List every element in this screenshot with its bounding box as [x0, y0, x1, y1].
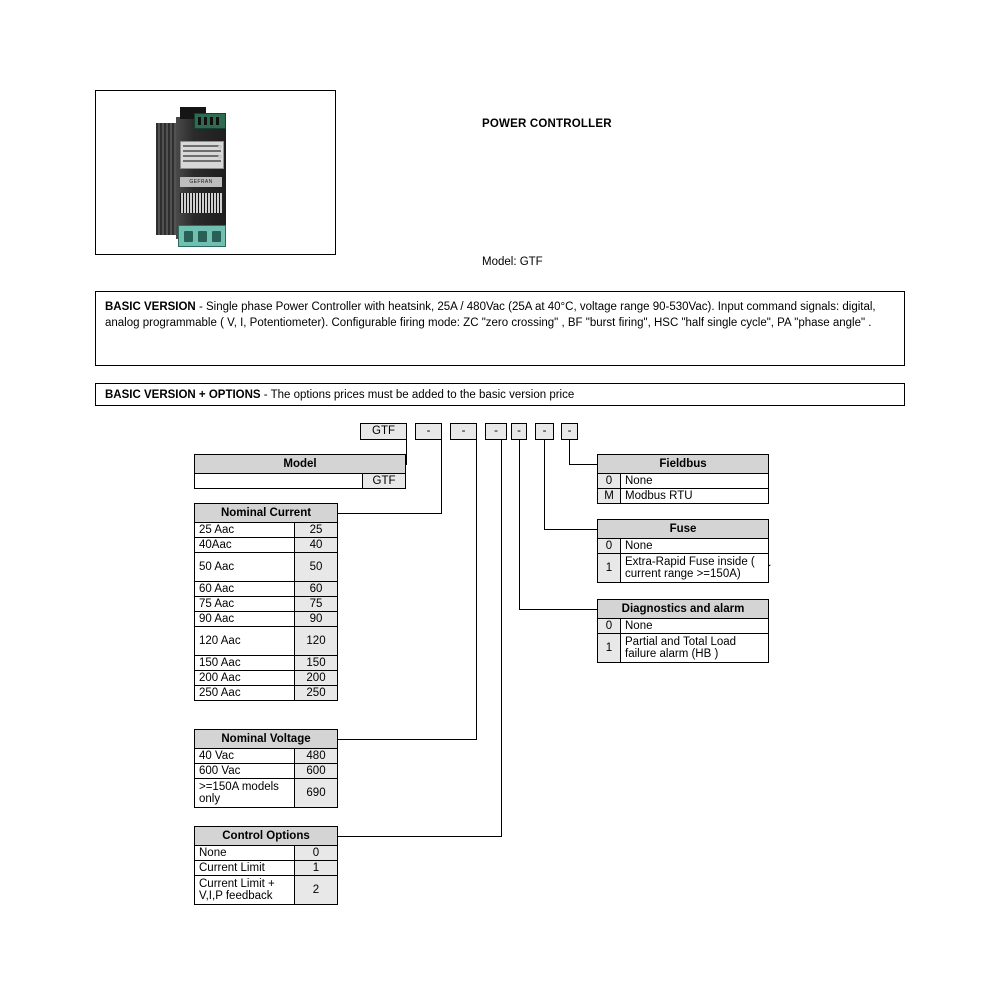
- code-cell-separator-6: -: [561, 423, 578, 440]
- row-label: Current Limit: [195, 861, 295, 876]
- row-code: 40: [295, 538, 338, 553]
- row-label: None: [621, 539, 769, 554]
- status-led-graphic: [218, 145, 222, 149]
- table-fieldbus: [597, 454, 769, 504]
- row-code: 600: [295, 764, 338, 779]
- table-model: [194, 454, 406, 489]
- row-label: 60 Aac: [195, 582, 295, 597]
- heatsink-graphic: [156, 123, 178, 235]
- connector-line: [406, 440, 407, 465]
- barcode-graphic: [180, 193, 222, 213]
- table-row: [195, 553, 338, 582]
- row-code: GTF: [363, 474, 406, 489]
- table-header-nominal-current: Nominal Current: [195, 504, 338, 523]
- connector-line: [569, 464, 598, 465]
- row-code: 120: [295, 627, 338, 656]
- table-row: [195, 861, 338, 876]
- row-code: 25: [295, 523, 338, 538]
- table-row: [195, 627, 338, 656]
- row-label: Partial and Total Load failure alarm (HB ): [621, 634, 769, 663]
- basic-version-text: - Single phase Power Controller with heatsink, 25A / 480Vac (25A at 40°C, voltage range 90-530Vac). Input command signals: digital, analog programmable ( V, I, Potentiometer). Configurable firing mode: ZC "zero crossing" , BF "burst firing", HSC "half single cycle", PA "phase angle" .: [105, 301, 876, 329]
- code-cell-separator-5: -: [535, 423, 554, 440]
- table-header-fuse: Fuse: [598, 520, 769, 539]
- table-row: [195, 597, 338, 612]
- connector-line: [336, 513, 442, 514]
- table-row: [598, 489, 769, 504]
- row-label: Modbus RTU: [621, 489, 769, 504]
- power-controller-photo: [156, 105, 228, 243]
- code-cell-separator-3: -: [485, 423, 507, 440]
- table-row: [195, 876, 338, 905]
- connector-line: [476, 440, 477, 739]
- table-row: [195, 538, 338, 553]
- connector-line: [336, 739, 477, 740]
- row-label: None: [621, 474, 769, 489]
- row-code: 150: [295, 656, 338, 671]
- table-nominal-voltage: [194, 729, 338, 808]
- bottom-terminal-graphic: [178, 225, 226, 247]
- row-label: 50 Aac: [195, 553, 295, 582]
- row-label: Current Limit + V,I,P feedback: [195, 876, 295, 905]
- row-code: 0: [598, 619, 621, 634]
- code-cell-separator-1: -: [415, 423, 442, 440]
- row-code: 1: [598, 634, 621, 663]
- row-code: 2: [295, 876, 338, 905]
- row-label: 75 Aac: [195, 597, 295, 612]
- options-box: [95, 383, 905, 406]
- code-cell-model: GTF: [360, 423, 407, 440]
- row-code: 0: [295, 846, 338, 861]
- row-code: 0: [598, 474, 621, 489]
- row-label: 120 Aac: [195, 627, 295, 656]
- row-label: Extra-Rapid Fuse inside ( current range >=150A): [621, 554, 769, 583]
- table-row: [195, 846, 338, 861]
- row-label: 600 Vac: [195, 764, 295, 779]
- options-text: - The options prices must be added to the basic version price: [260, 389, 575, 401]
- row-code: 1: [598, 554, 621, 583]
- table-header-model: Model: [195, 455, 406, 474]
- row-label: 90 Aac: [195, 612, 295, 627]
- row-label: 150 Aac: [195, 656, 295, 671]
- row-code: 200: [295, 671, 338, 686]
- table-nominal-current: [194, 503, 338, 701]
- table-row: [195, 656, 338, 671]
- code-cell-separator-2: -: [450, 423, 477, 440]
- connector-line: [544, 440, 545, 530]
- row-label: 40Aac: [195, 538, 295, 553]
- row-label: >=150A models only: [195, 779, 295, 808]
- row-code: 0: [598, 539, 621, 554]
- row-code: 1: [295, 861, 338, 876]
- table-control-options: [194, 826, 338, 905]
- connector-line: [519, 609, 598, 610]
- table-row: [598, 634, 769, 663]
- table-row: [195, 749, 338, 764]
- table-fuse: [597, 519, 769, 583]
- table-header-fieldbus: Fieldbus: [598, 455, 769, 474]
- options-label: BASIC VERSION + OPTIONS: [105, 389, 261, 401]
- basic-version-label: BASIC VERSION: [105, 301, 196, 313]
- connector-line: [544, 529, 598, 530]
- row-label: None: [621, 619, 769, 634]
- row-code: 60: [295, 582, 338, 597]
- row-code: 50: [295, 553, 338, 582]
- table-row: [598, 474, 769, 489]
- table-header-control-options: Control Options: [195, 827, 338, 846]
- table-row: [195, 764, 338, 779]
- row-label: 200 Aac: [195, 671, 295, 686]
- product-image-frame: [95, 90, 336, 255]
- row-code: M: [598, 489, 621, 504]
- table-row: [195, 474, 406, 489]
- row-label: 40 Vac: [195, 749, 295, 764]
- table-header-diagnostics: Diagnostics and alarm: [598, 600, 769, 619]
- row-label: 250 Aac: [195, 686, 295, 701]
- connector-line: [441, 440, 442, 513]
- brand-text: GEFRAN: [180, 177, 222, 187]
- table-row: [598, 554, 769, 583]
- status-led-graphic: [218, 155, 222, 159]
- row-code: 480: [295, 749, 338, 764]
- table-row: [195, 523, 338, 538]
- model-caption: Model: GTF: [482, 256, 543, 268]
- table-row: [195, 582, 338, 597]
- connector-line: [569, 440, 570, 465]
- code-cell-separator-4: -: [511, 423, 527, 440]
- connector-line: [336, 836, 502, 837]
- basic-version-box: [95, 291, 905, 366]
- table-row: [598, 539, 769, 554]
- row-label: [195, 474, 363, 489]
- connector-line: [519, 440, 520, 610]
- row-label: None: [195, 846, 295, 861]
- connector-line: [501, 440, 502, 836]
- top-terminal-graphic: [194, 113, 226, 129]
- row-code: 250: [295, 686, 338, 701]
- table-row: [195, 612, 338, 627]
- page-title: POWER CONTROLLER: [482, 118, 612, 130]
- table-header-nominal-voltage: Nominal Voltage: [195, 730, 338, 749]
- table-row: [598, 619, 769, 634]
- table-row: [195, 779, 338, 808]
- row-code: 75: [295, 597, 338, 612]
- row-code: 690: [295, 779, 338, 808]
- table-row: [195, 686, 338, 701]
- table-row: [195, 671, 338, 686]
- row-code: 90: [295, 612, 338, 627]
- table-diagnostics-and-alarm: [597, 599, 769, 663]
- row-label: 25 Aac: [195, 523, 295, 538]
